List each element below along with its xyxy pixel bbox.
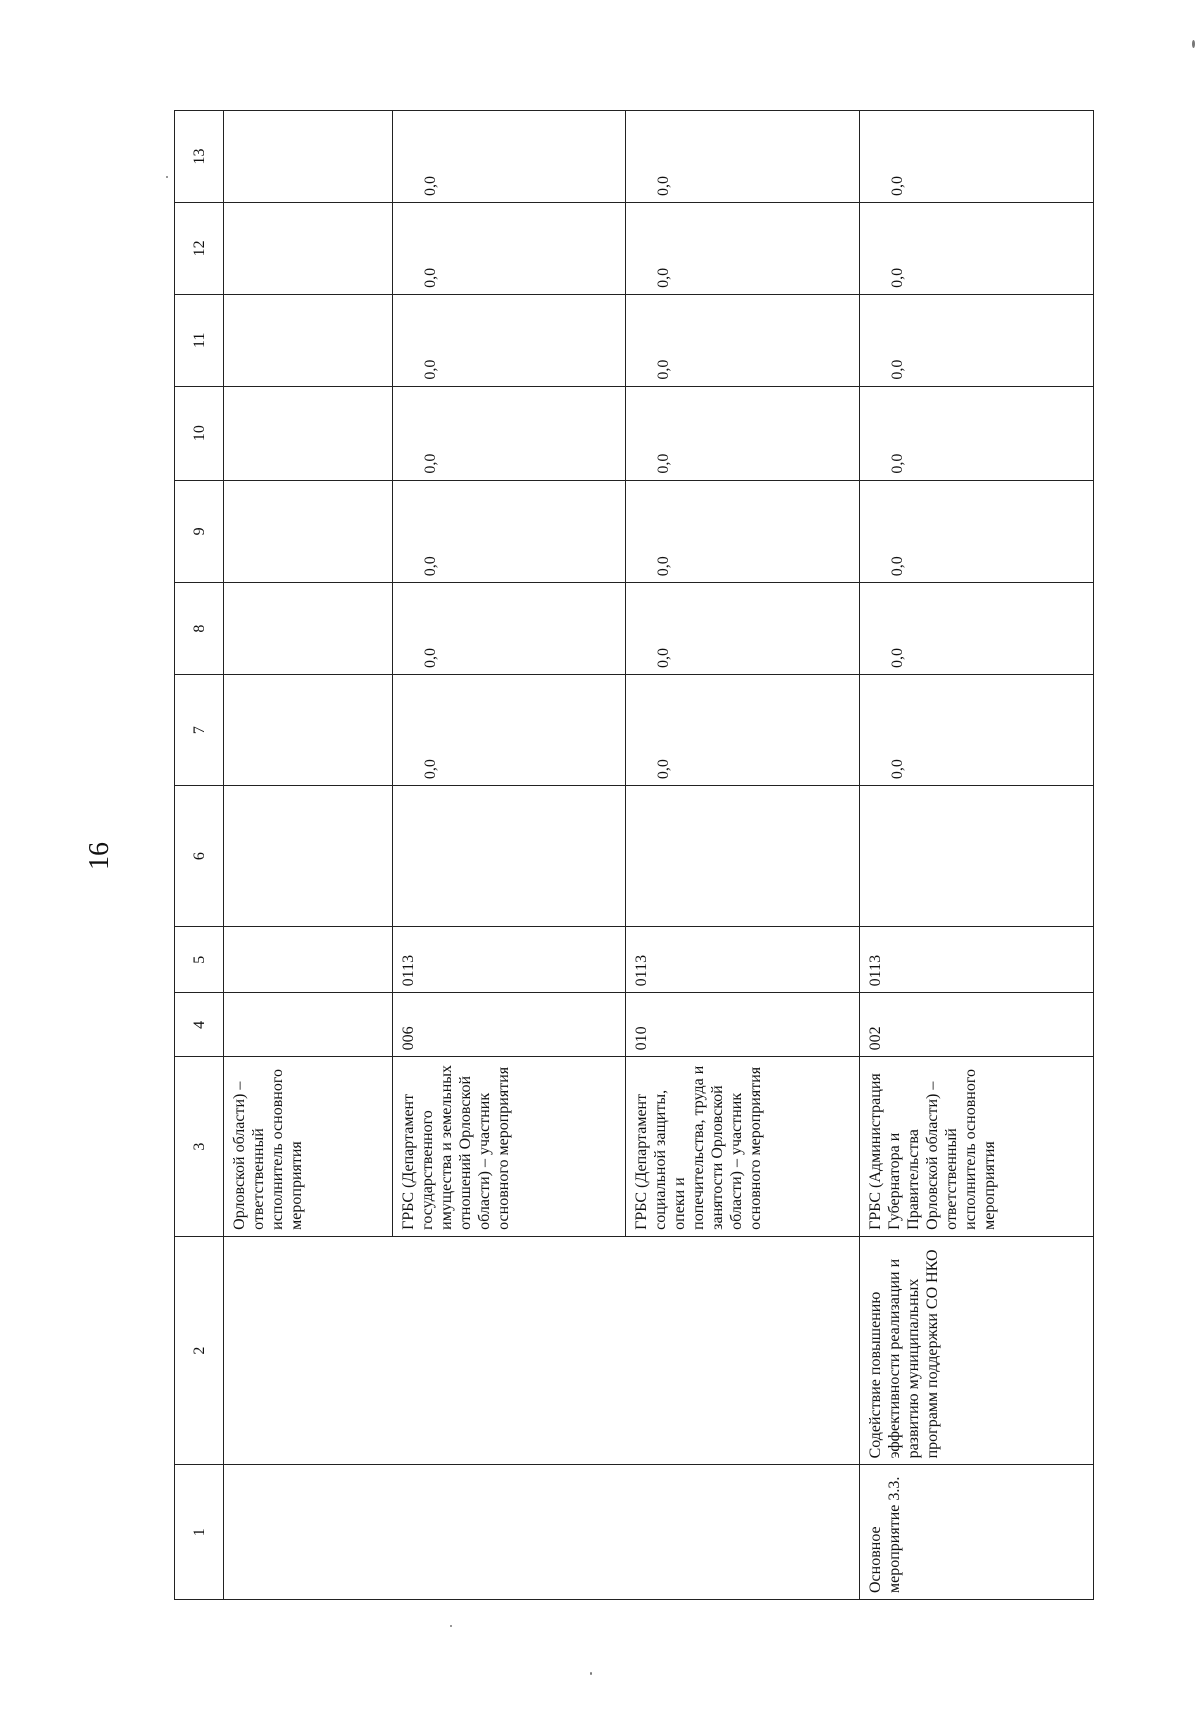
cell-col6 [860,786,1094,927]
cell-col6 [392,786,626,927]
header-row [175,111,224,1600]
cell-grbs-code: 010 [626,993,860,1057]
value-text: 0,0 [889,556,907,577]
cell-col6 [626,786,860,927]
cell-value [860,202,1094,294]
value-text: 0,0 [421,556,439,577]
cell-value [224,202,393,294]
cell-responsible: ГРБС (Департамент государственного имущества и земельных отношений Орловской области) – участник основного мероприятия [392,1057,626,1236]
header-cell: 2 [175,1236,224,1465]
cell-event: Основное мероприятие 3.3. [860,1465,1094,1600]
value-text: 0,0 [655,359,673,380]
cell-responsible: ГРБС (Департамент социальной защиты, опеки и попечительства, труда и занятости Орловской области) – участник основного мероприятия [626,1057,860,1236]
cell-value [626,111,860,203]
cell-value [392,111,626,203]
cell-value [392,583,626,675]
value-text: 0,0 [655,453,673,474]
scan-speck [166,176,168,178]
value-text: 0,0 [421,175,439,196]
value-text: 0,0 [655,175,673,196]
cell-responsible: Орловской области) – ответственный исполнитель основного мероприятия [224,1057,393,1236]
table-row [860,111,1094,1600]
cell-description: Содействие повышению эффективности реализации и развитию муниципальных программ поддержки СО НКО [860,1236,1094,1465]
value-text: 0,0 [421,453,439,474]
scan-speck [450,1625,452,1627]
rotated-sheet [174,110,1094,1600]
value-text: 0,0 [421,359,439,380]
cell-value [224,386,393,480]
cell-description [224,1236,860,1465]
cell-col6 [224,786,393,927]
value-text: 0,0 [889,453,907,474]
cell-section-code: 0113 [860,927,1094,993]
value-text: 0,0 [889,759,907,780]
header-cell: 5 [175,927,224,993]
cell-value [626,583,860,675]
value-text: 0,0 [655,759,673,780]
header-cell: 13 [175,111,224,203]
value-text: 0,0 [889,648,907,669]
table-wrapper [174,110,1094,1600]
cell-value [860,294,1094,386]
cell-value [626,294,860,386]
cell-grbs-code: 002 [860,993,1094,1057]
page-number: 16 [84,842,115,870]
header-cell: 8 [175,583,224,675]
cell-value [224,480,393,583]
table-row [224,111,393,1600]
cell-value [392,675,626,786]
cell-grbs-code [224,993,393,1057]
budget-table [174,110,1094,1600]
cell-value [392,202,626,294]
value-text: 0,0 [421,648,439,669]
header-cell: 7 [175,675,224,786]
cell-event [224,1465,860,1600]
header-cell: 6 [175,786,224,927]
cell-value [224,111,393,203]
value-text: 0,0 [655,556,673,577]
cell-value [626,202,860,294]
scan-speck [590,1672,592,1675]
cell-value [626,386,860,480]
cell-value [224,675,393,786]
cell-value [224,294,393,386]
cell-value [860,111,1094,203]
value-text: 0,0 [421,267,439,288]
cell-section-code: 0113 [626,927,860,993]
cell-value [860,386,1094,480]
value-text: 0,0 [889,267,907,288]
cell-grbs-code: 006 [392,993,626,1057]
header-cell: 4 [175,993,224,1057]
value-text: 0,0 [889,175,907,196]
value-text: 0,0 [889,359,907,380]
cell-value [626,675,860,786]
cell-value [860,675,1094,786]
header-cell: 9 [175,480,224,583]
cell-value [392,480,626,583]
cell-value [626,480,860,583]
cell-section-code: 0113 [392,927,626,993]
cell-value [860,480,1094,583]
cell-value [860,583,1094,675]
value-text: 0,0 [655,648,673,669]
cell-value [392,386,626,480]
header-cell: 12 [175,202,224,294]
header-cell: 1 [175,1465,224,1600]
cell-value [224,583,393,675]
value-text: 0,0 [421,759,439,780]
cell-responsible: ГРБС (Администрация Губернатора и Правительства Орловской области) – ответственный исполнитель основного мероприятия [860,1057,1094,1236]
cell-value [392,294,626,386]
scan-speck [1192,40,1195,48]
cell-section-code [224,927,393,993]
header-cell: 11 [175,294,224,386]
value-text: 0,0 [655,267,673,288]
header-cell: 3 [175,1057,224,1236]
header-cell: 10 [175,386,224,480]
